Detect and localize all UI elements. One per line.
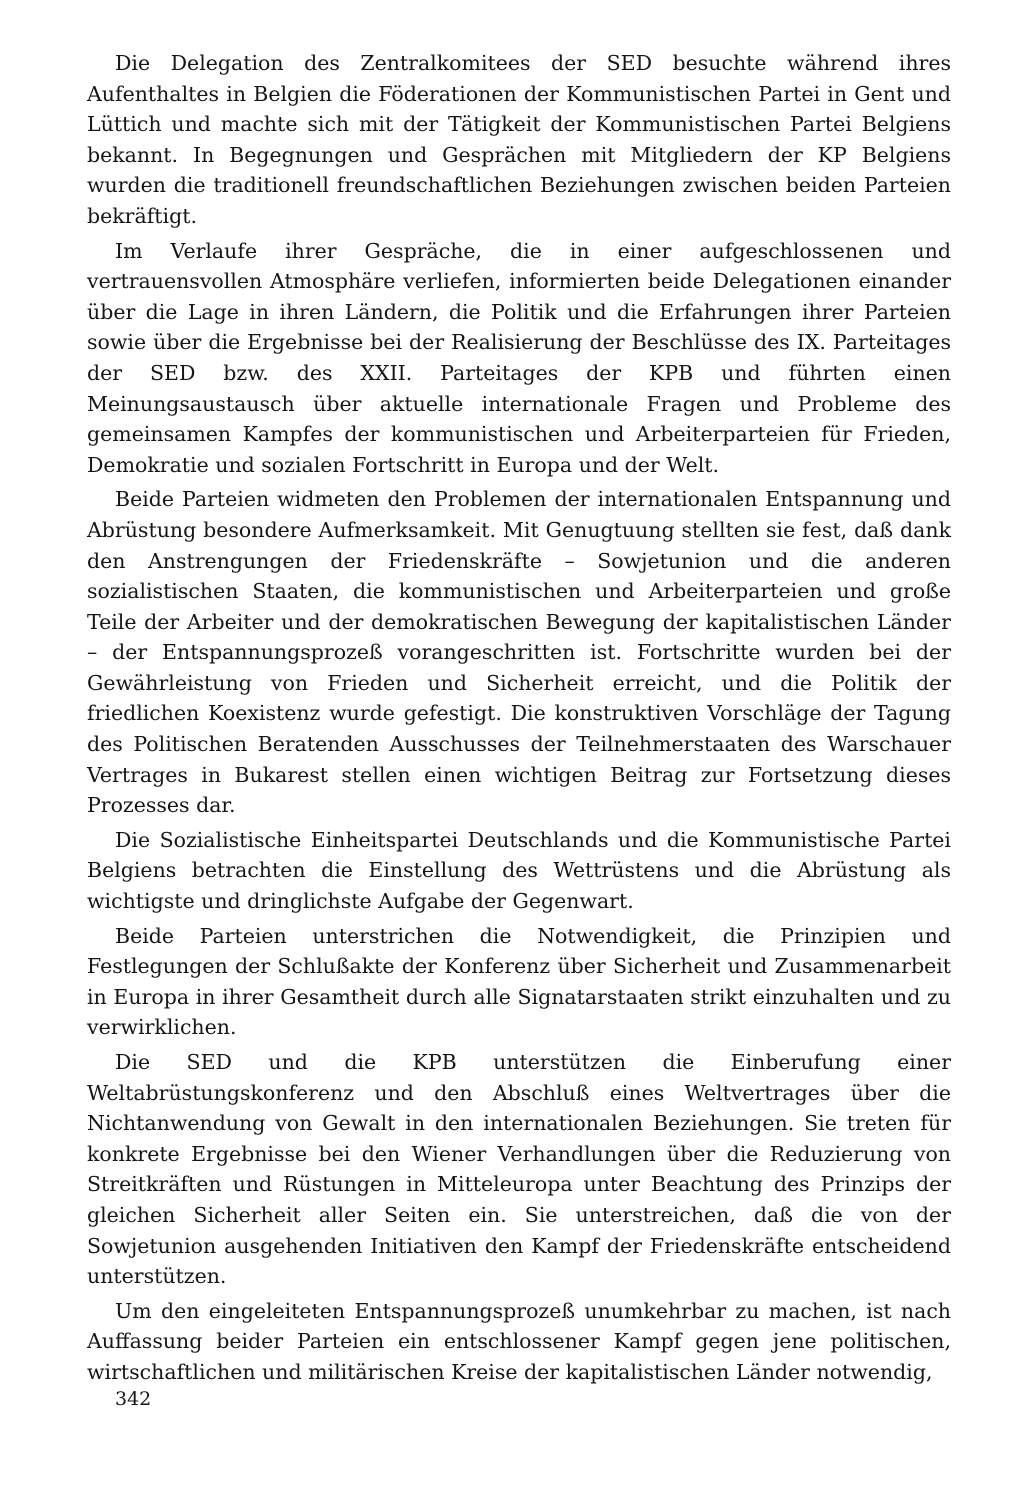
- paragraph-5: Beide Parteien unterstrichen die Notwendigkeit, die Prinzipien und Festlegungen der Schlußakte der Konferenz über Sicherheit und Zusammenarbeit in Europa in ihrer Gesamtheit durch alle Signatarstaaten strikt einzuhalten und zu verwirklichen.: [87, 923, 951, 1040]
- paragraph-3: Beide Parteien widmeten den Problemen der internationalen Entspannung und Abrüstung besondere Aufmerksamkeit. Mit Genugtuung stellten sie fest, daß dank den Anstrengungen der Friedenskräfte – Sowjetunion und die anderen sozialistischen Staaten, die kommunistischen und Arbeiterparteien und große Teile der Arbeiter und der demokratischen Bewegung der kapitalistischen Länder – der Entspannungsprozeß vorangeschritten ist. Fortschritte wurden bei der Gewährleistung von Frieden und Sicherheit erreicht, und die Politik der friedlichen Koexistenz wurde gefestigt. Die konstruktiven Vorschläge der Tagung des Politischen Beratenden Ausschusses der Teilnehmerstaaten des Warschauer Vertrages in Bukarest stellen einen wichtigen Beitrag zur Fortsetzung dieses Prozesses dar.: [87, 487, 951, 818]
- paragraph-6: Die SED und die KPB unterstützen die Einberufung einer Weltabrüstungskonferenz und den Abschluß eines Weltvertrages über die Nichtanwendung von Gewalt in den internationalen Beziehungen. Sie treten für konkrete Ergebnisse bei den Wiener Verhandlungen über die Reduzierung von Streitkräften und Rüstungen in Mitteleuropa unter Beachtung des Prinzips der gleichen Sicherheit aller Seiten ein. Sie unterstreichen, daß die von der Sowjetunion ausgehenden Initiativen den Kampf der Friedenskräfte entscheidend unterstützen.: [87, 1050, 951, 1289]
- paragraph-2: Im Verlaufe ihrer Gespräche, die in einer aufgeschlossenen und vertrauensvollen Atmosphäre verliefen, informierten beide Delegationen einander über die Lage in ihren Ländern, die Politik und die Erfahrungen ihrer Parteien sowie über die Ergebnisse bei der Realisierung der Beschlüsse des IX. Parteitages der SED bzw. des XXII. Parteitages der KPB und führten einen Meinungsaustausch über aktuelle internationale Fragen und Probleme des gemeinsamen Kampfes der kommunistischen und Arbeiterparteien für Frieden, Demokratie und sozialen Fortschritt in Europa und der Welt.: [87, 238, 951, 477]
- paragraph-4: Die Sozialistische Einheitspartei Deutschlands und die Kommunistische Partei Belgiens betrachten die Einstellung des Wettrüstens und die Abrüstung als wichtigste und dringlichste Aufgabe der Gegenwart.: [87, 827, 951, 914]
- paragraph-7: Um den eingeleiteten Entspannungsprozeß unumkehrbar zu machen, ist nach Auffassung beider Parteien ein entschlossener Kampf gegen jene politischen, wirtschaftlichen und militärischen Kreise der kapitalistischen Länder notwendig,: [87, 1298, 951, 1384]
- document-body: [87, 48, 951, 1392]
- page-number: 342: [115, 1388, 152, 1410]
- paragraph-1: Die Delegation des Zentralkomitees der SED besuchte während ihres Aufenthaltes in Belgien die Föderationen der Kommunistischen Partei in Gent und Lüttich und machte sich mit der Tätigkeit der Kommunistischen Partei Belgiens bekannt. In Begegnungen und Gesprächen mit Mitgliedern der KP Belgiens wurden die traditionell freundschaftlichen Beziehungen zwischen beiden Parteien bekräftigt.: [87, 51, 951, 228]
